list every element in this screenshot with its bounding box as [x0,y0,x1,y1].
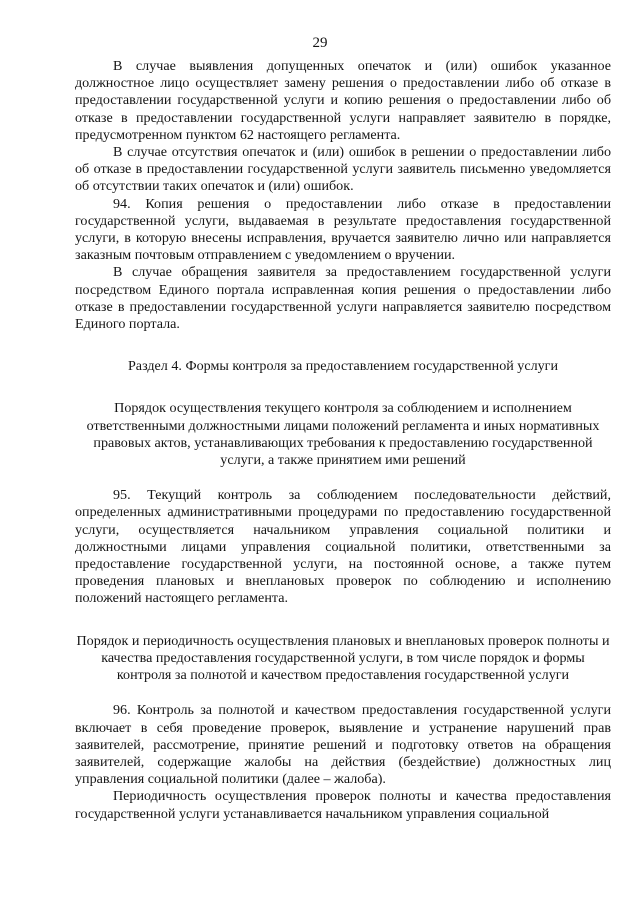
paragraph-96: 96. Контроль за полнотой и качеством предоставления государственной услуги включает в себя проведение проверок, выявление и устранение нарушений прав заявителей, рассмотрение, принятие решений и подготовку ответов на обращения заявителей, содержащие жалобы на действия (бездействие) должностных лиц управления социальной политики (далее – жалоба). [75,702,611,788]
subsection-heading-inspections: Порядок и периодичность осуществления плановых и внеплановых проверок полноты и качества предоставления государственной услуги, в том числе порядок и формы контроля за полнотой и качеством предоставления государственной услуги [76,632,610,684]
spacer [75,608,611,633]
spacer [75,333,611,358]
spacer [75,684,611,702]
paragraph-typo-replacement: В случае выявления допущенных опечаток и (или) ошибок указанное должностное лицо осуществляет замену решения о предоставлении либо об отказе в предоставлении государственной услуги и копию решения о предоставлении либо об отказе в предоставлении государственной услуги направляет заявителю в порядке, предусмотренном пунктом 62 настоящего регламента. [75,58,611,143]
paragraph-95: 95. Текущий контроль за соблюдением последовательности действий, определенных административными процедурами по предоставлению государственной услуги, осуществляется начальником управления социальной политики и должностными лицами управления социальной политики, ответственными за предоставление государственной услуги, на постоянной основе, а также путем проведения плановых и внеплановых проверок по соблюдению и исполнению положений настоящего регламента. [75,487,611,607]
paragraph-inspection-periodicity: Периодичность осуществления проверок полноты и качества предоставления государственной услуги устанавливается начальником управления социальной [75,788,611,822]
spacer [75,375,611,400]
spacer [75,469,611,487]
paragraph-portal-delivery: В случае обращения заявителя за предоставлением государственной услуги посредством Единого портала исправленная копия решения о предоставлении либо отказе в предоставлении государственной услуги направляется заявителю посредством Единого портала. [75,264,611,333]
paragraph-no-typos: В случае отсутствия опечаток и (или) ошибок в решении о предоставлении либо об отказе в предоставлении государственной услуги заявитель письменно уведомляется об отсутствии таких опечаток и (или) ошибок. [75,144,611,195]
section-heading: Раздел 4. Формы контроля за предоставлением государственной услуги [127,358,559,375]
page-number: 29 [312,35,328,51]
subsection-heading-current-control: Порядок осуществления текущего контроля за соблюдением и исполнением ответственными должностными лицами положений регламента и иных нормативных правовых актов, устанавливающих требования к предоставлению государственной услуги, а также принятием ими решений [86,400,600,469]
document-body [75,58,611,823]
paragraph-94: 94. Копия решения о предоставлении либо отказе в предоставлении государственной услуги, выдаваемая в результате предоставления государственной услуги, в которую внесены исправления, вручается заявителю лично или направляется заказным почтовым отправлением с уведомлением о вручении. [75,195,611,264]
